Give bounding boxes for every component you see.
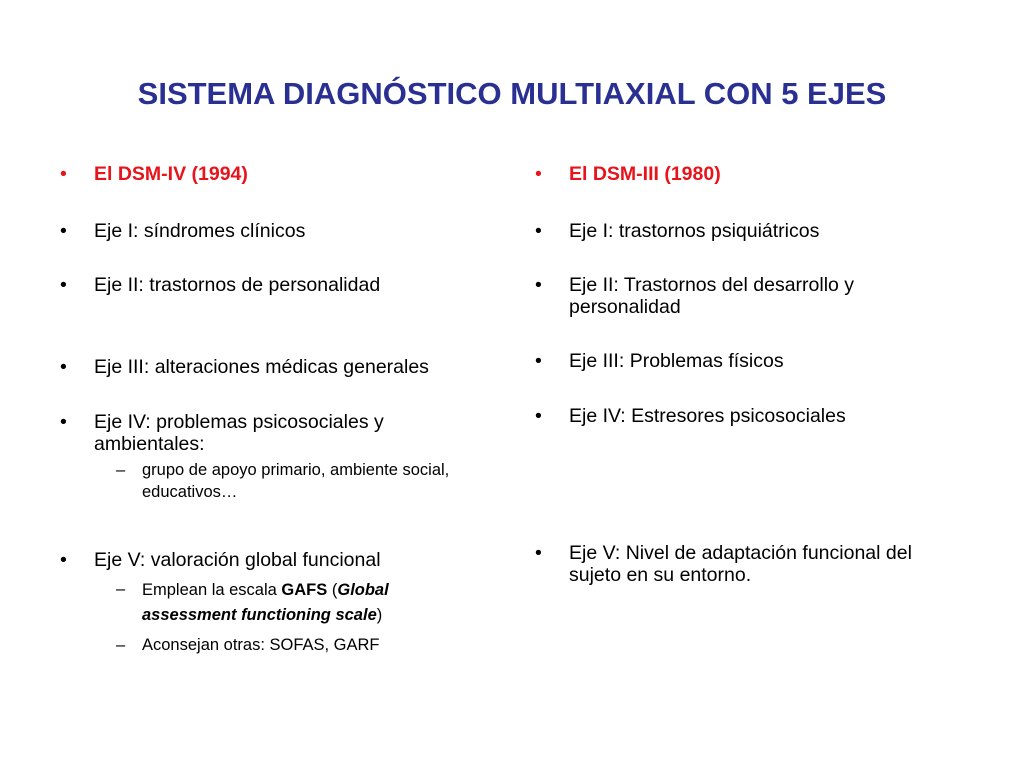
gafs-line2	[142, 603, 536, 628]
bullet: •	[535, 405, 542, 427]
dash: –	[116, 461, 126, 479]
gafs-paren-open: (	[327, 581, 338, 599]
left-eje4-subitem-text	[142, 459, 536, 503]
dash: –	[116, 636, 126, 654]
left-heading: El DSM-IV (1994)	[94, 163, 248, 185]
right-heading: El DSM-III (1980)	[569, 163, 721, 185]
right-item-eje5-text	[569, 542, 999, 586]
left-item-eje5-text: Eje V: valoración global funcional	[94, 549, 381, 571]
left-item-eje4-line1: Eje IV: problemas psicosociales y	[94, 411, 384, 433]
right-item-eje2-text	[569, 274, 999, 318]
left-item-eje2-text: Eje II: trastornos de personalidad	[94, 274, 381, 296]
bullet: •	[60, 220, 67, 242]
left-item-eje4-text	[94, 411, 524, 455]
right-item-eje4-text: Eje IV: Estresores psicosociales	[569, 405, 846, 427]
gafs-acronym: GAFS	[281, 581, 328, 599]
bullet: •	[535, 163, 542, 185]
right-item-eje1-text: Eje I: trastornos psiquiátricos	[569, 220, 820, 242]
right-item-eje5-line2: sujeto en su entorno.	[569, 564, 752, 586]
left-item-eje3-text: Eje III: alteraciones médicas generales	[94, 356, 429, 378]
bullet: •	[60, 274, 67, 296]
slide-title: SISTEMA DIAGNÓSTICO MULTIAXIAL CON 5 EJES	[137, 76, 887, 111]
left-eje5-subitem-gafs-text	[142, 578, 536, 628]
left-eje5-subitem-other-text: Aconsejan otras: SOFAS, GARF	[142, 636, 380, 654]
bullet: •	[60, 411, 67, 433]
right-item-eje2-line1: Eje II: Trastornos del desarrollo y	[569, 274, 855, 296]
right-item-eje2-line2: personalidad	[569, 296, 681, 318]
gafs-prefix: Emplean la escala	[142, 581, 282, 599]
right-item-eje3-text: Eje III: Problemas físicos	[569, 350, 784, 372]
bullet: •	[535, 542, 542, 564]
left-eje4-subitem-line2: educativos…	[142, 483, 238, 501]
dash: –	[116, 580, 126, 598]
bullet: •	[60, 549, 67, 571]
bullet: •	[535, 274, 542, 296]
bullet: •	[60, 356, 67, 378]
left-eje4-subitem-line1: grupo de apoyo primario, ambiente social,	[142, 461, 450, 479]
gafs-line1	[142, 578, 536, 603]
right-item-eje5-line1: Eje V: Nivel de adaptación funcional del	[569, 542, 912, 564]
gafs-expansion-2: assessment functioning scale	[142, 606, 377, 624]
gafs-paren-close: )	[376, 606, 383, 624]
left-item-eje1-text: Eje I: síndromes clínicos	[94, 220, 306, 242]
left-item-eje4-line2: ambientales:	[94, 433, 205, 455]
bullet: •	[535, 350, 542, 372]
gafs-expansion-1: Global	[337, 581, 389, 599]
bullet: •	[535, 220, 542, 242]
bullet: •	[60, 163, 67, 185]
